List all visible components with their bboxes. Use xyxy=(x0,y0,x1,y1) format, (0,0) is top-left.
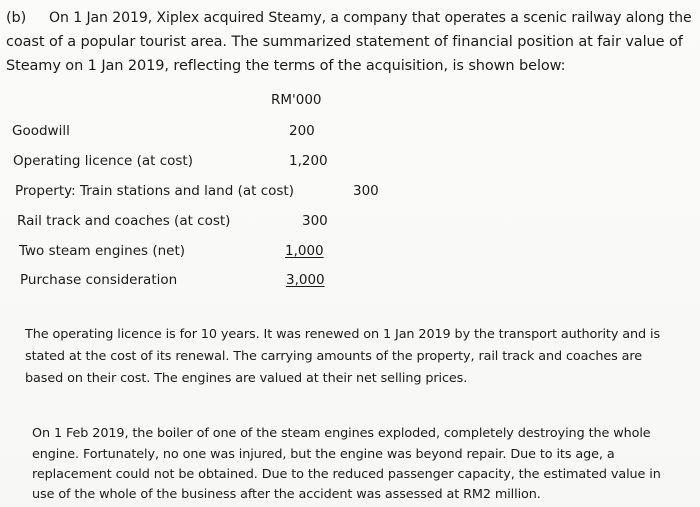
paragraph1-line-2: stated at the cost of its renewal. The carrying amounts of the property, rail track and coaches are xyxy=(25,349,643,364)
intro-line-1: On 1 Jan 2019, Xiplex acquired Steamy, a company that operates a scenic railway along the xyxy=(49,10,692,26)
paragraph1-line-3: based on their cost. The engines are valued at their net selling prices. xyxy=(25,371,468,386)
unit-header: RM'000 xyxy=(271,92,322,108)
question-label: (b) xyxy=(6,10,27,26)
row-value-steam-engines: 1,000 xyxy=(285,243,324,259)
paragraph2-line-4: use of the whole of the business after the accident was assessed at RM2 million. xyxy=(32,487,541,502)
row-label-rail-track: Rail track and coaches (at cost) xyxy=(17,213,231,229)
row-value-goodwill: 200 xyxy=(289,123,315,139)
row-value-purchase-consideration: 3,000 xyxy=(286,272,325,288)
paragraph2-line-3: replacement could not be obtained. Due to the reduced passenger capacity, the estimated value in xyxy=(32,467,661,482)
row-value-property: 300 xyxy=(353,183,379,199)
row-label-property: Property: Train stations and land (at cost) xyxy=(15,183,294,199)
row-value-operating-licence: 1,200 xyxy=(289,153,328,169)
row-label-purchase-consideration: Purchase consideration xyxy=(20,272,178,288)
row-value-rail-track: 300 xyxy=(302,213,328,229)
paragraph2-line-1: On 1 Feb 2019, the boiler of one of the steam engines exploded, completely destroying the whole xyxy=(32,426,651,441)
intro-line-3: Steamy on 1 Jan 2019, reflecting the terms of the acquisition, is shown below: xyxy=(6,58,566,74)
intro-line-2: coast of a popular tourist area. The summarized statement of financial position at fair value of xyxy=(6,34,683,50)
row-label-operating-licence: Operating licence (at cost) xyxy=(13,153,193,169)
paragraph2-line-2: engine. Fortunately, no one was injured, but the engine was beyond repair. Due to its age, a xyxy=(32,447,615,462)
row-label-goodwill: Goodwill xyxy=(12,123,70,139)
paragraph1-line-1: The operating licence is for 10 years. It was renewed on 1 Jan 2019 by the transport authority and is xyxy=(25,327,661,342)
row-label-steam-engines: Two steam engines (net) xyxy=(19,243,186,259)
